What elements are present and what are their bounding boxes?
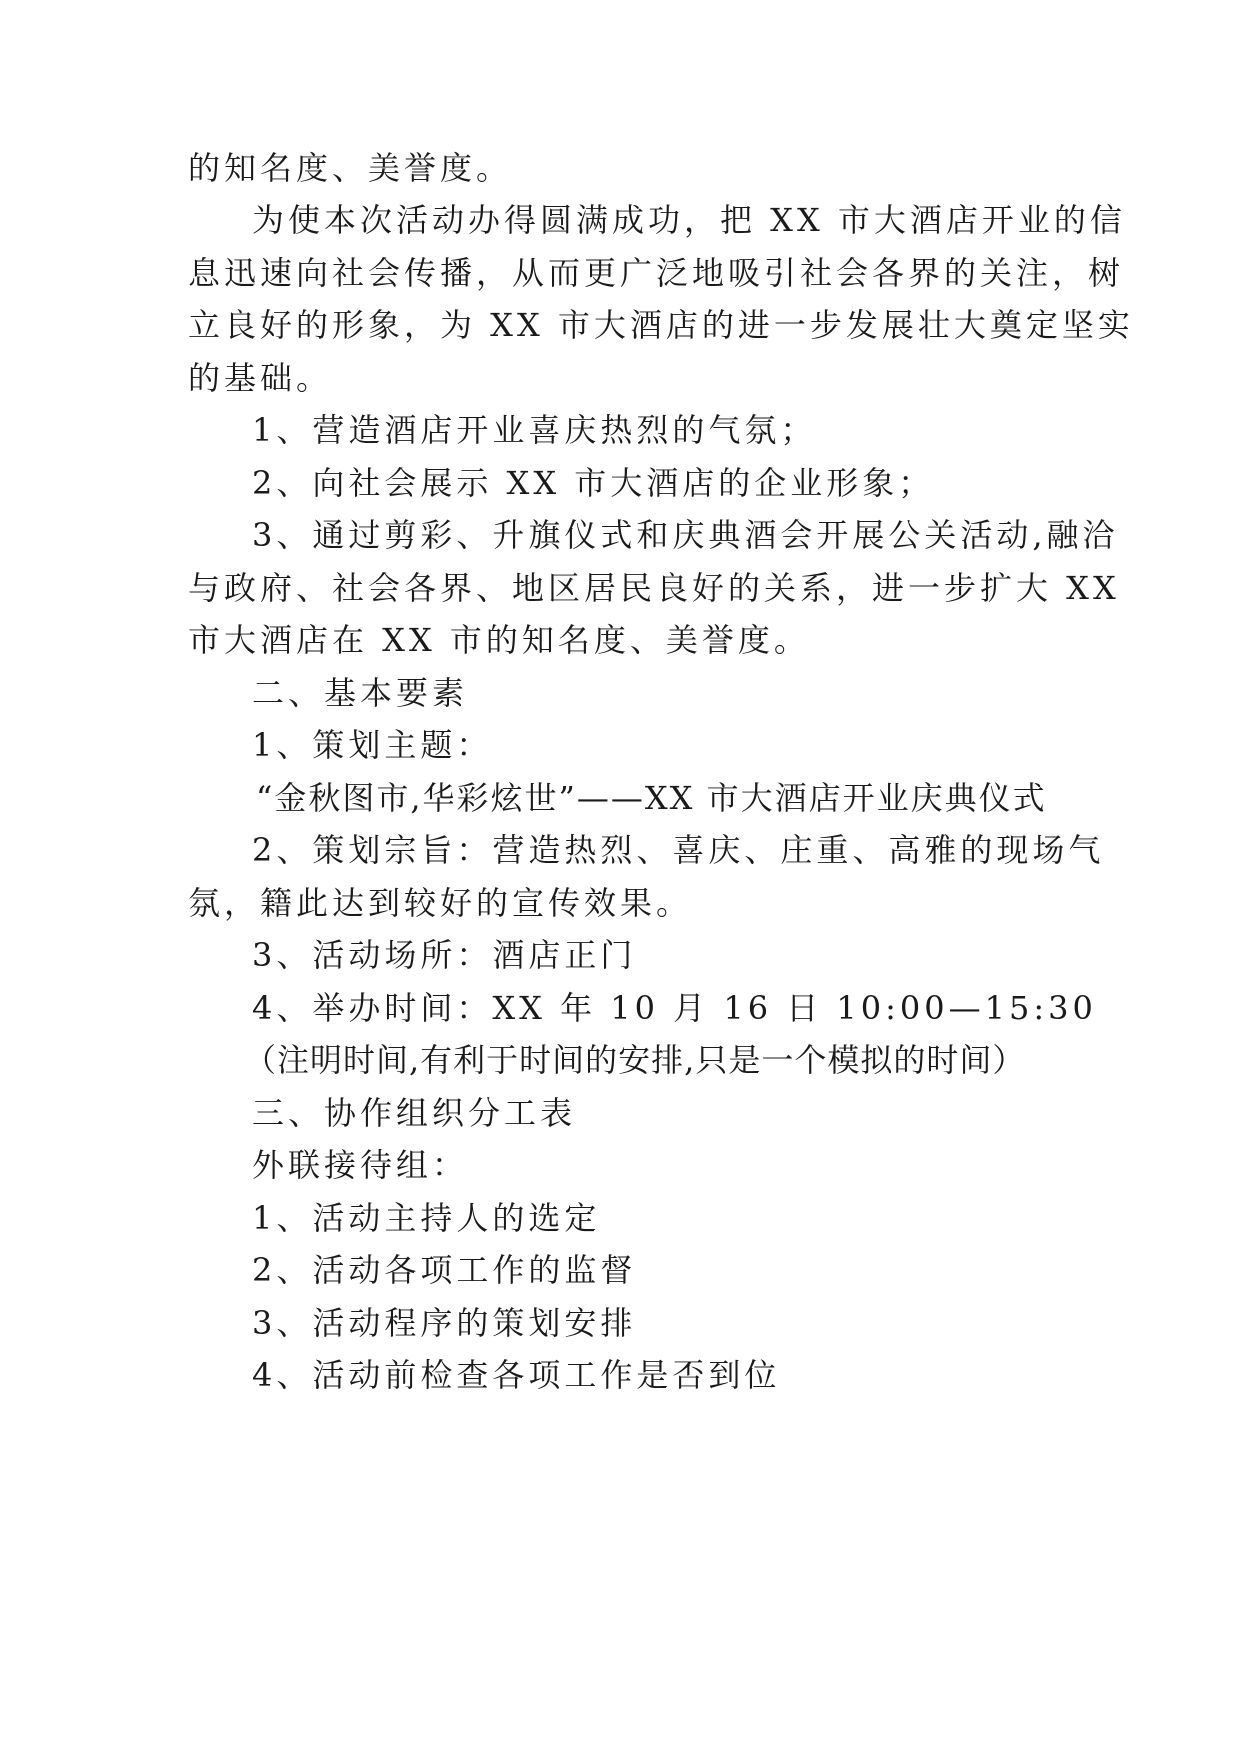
list-item: 1、活动主持人的选定 — [252, 1199, 601, 1237]
list-item: 1、策划主题： — [252, 726, 493, 764]
paragraph-line: 立良好的形象，为 XX 市大酒店的进一步发展壮大奠定坚实 — [188, 306, 1134, 344]
paragraph-line: 氛，籍此达到较好的宣传效果。 — [188, 884, 693, 922]
list-item: 2、策划宗旨：营造热烈、喜庆、庄重、高雅的现场气 — [252, 831, 1105, 869]
list-item: 3、通过剪彩、升旗仪式和庆典酒会开展公关活动,融洽 — [252, 516, 1119, 554]
list-item: 2、向社会展示 XX 市大酒店的企业形象； — [252, 464, 935, 502]
section-heading: 三、协作组织分工表 — [252, 1094, 577, 1132]
list-item: 1、营造酒店开业喜庆热烈的气氛； — [252, 411, 817, 449]
paragraph-line: 与政府、社会各界、地区居民良好的关系，进一步扩大 XX — [188, 569, 1120, 607]
paragraph-line: 市大酒店在 XX 市的知名度、美誉度。 — [188, 621, 810, 659]
theme-line: “金秋图市,华彩炫世”——XX 市大酒店开业庆典仪式 — [256, 779, 1047, 817]
list-item: 2、活动各项工作的监督 — [252, 1251, 637, 1289]
list-item: 4、举办时间：XX 年 10 月 16 日 10:00—15:30 — [252, 989, 1097, 1027]
paragraph-line: 的基础。 — [188, 359, 333, 397]
paragraph-line: 的知名度、美誉度。 — [188, 149, 513, 187]
section-heading: 二、基本要素 — [252, 674, 469, 712]
list-item: 3、活动场所：酒店正门 — [252, 936, 637, 974]
note-line: （注明时间,有利于时间的安排,只是一个模拟的时间） — [244, 1041, 1026, 1079]
list-item: 3、活动程序的策划安排 — [252, 1304, 637, 1342]
group-heading: 外联接待组： — [252, 1146, 469, 1184]
paragraph-line: 息迅速向社会传播，从而更广泛地吸引社会各界的关注，树 — [188, 254, 1125, 292]
paragraph-line: 为使本次活动办得圆满成功，把 XX 市大酒店开业的信 — [252, 201, 1126, 239]
list-item: 4、活动前检查各项工作是否到位 — [252, 1356, 781, 1394]
